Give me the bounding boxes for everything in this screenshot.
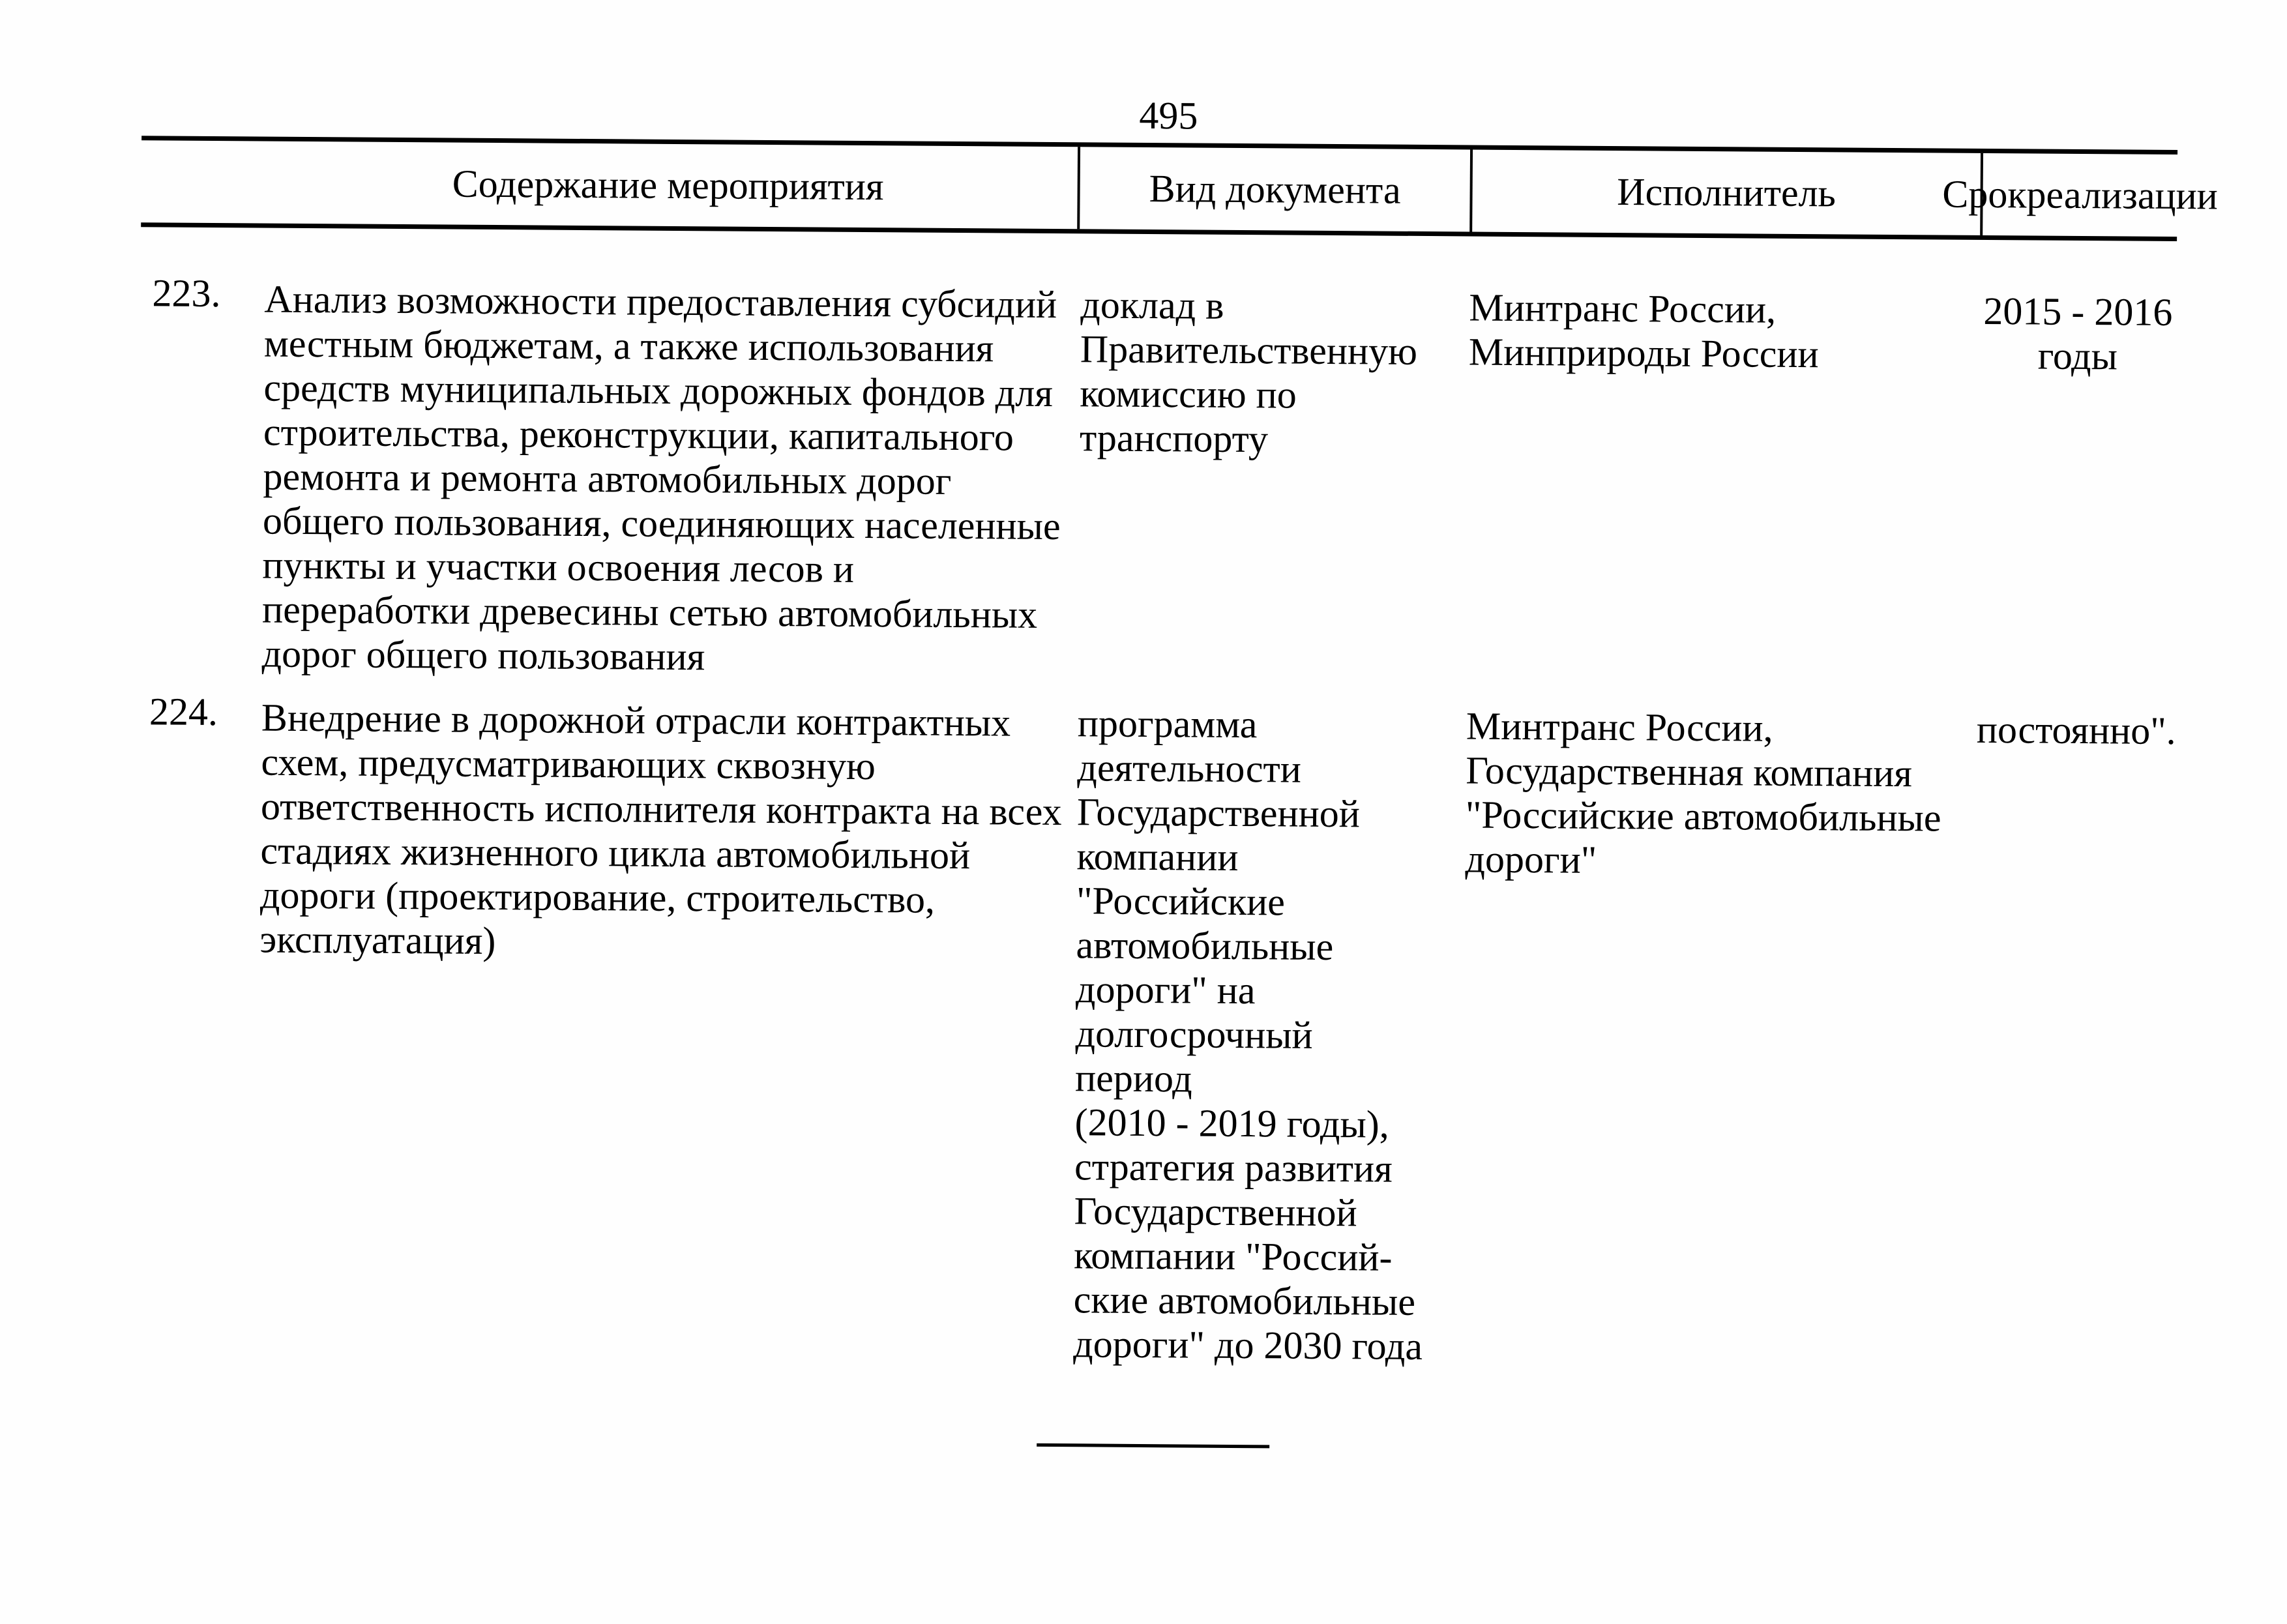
table-row	[133, 690, 2176, 1374]
term-cell: постоянно".	[1976, 707, 2176, 753]
row-number: 224.	[149, 690, 218, 734]
term-cell: 2015 - 2016 годы	[1983, 289, 2173, 378]
table-row	[138, 271, 2176, 689]
executor-cell: Минтранс России, Государственная компания "Российские автомобильные дороги"	[1465, 704, 1941, 881]
header-cell-document-type: Вид документа	[1077, 147, 1470, 231]
table-header-row	[141, 136, 2219, 241]
header-cell-executor: Исполнитель	[1469, 149, 1981, 235]
footnote-divider-rule	[1037, 1443, 1269, 1448]
document-type-cell: доклад в Правительственную комиссию по транспорту	[1079, 283, 1418, 461]
row-number: 223.	[152, 271, 221, 316]
page-number: 495	[1139, 93, 1198, 138]
content-cell: Анализ возможности предоставления субсидий местным бюджетам, а также использования средств муниципальных дорожных фондов для строительства, реконструкции, капитального ремонта и ремонта автомобильных дорог общего пользования, соединяющих населенные пункты и участки освоения лесов и переработки древесины сетью автомобильных дорог общего пользования	[261, 277, 1061, 679]
header-cell-term: Срок реализации	[1980, 153, 2177, 237]
header-cell-content: Содержание мероприятия	[452, 162, 884, 209]
content-cell: Внедрение в дорожной отрасли контрактных схем, предусматривающих сквозную ответственность исполнителя контракта на всех стадиях жизненного цикла автомобильной дороги (проектирование, строительство, эксплуатация)	[259, 696, 1062, 963]
executor-cell: Минтранс России, Минприроды России	[1468, 286, 1819, 376]
document-type-cell: программа деятельности Государственной компании "Российские автомобильные дороги" на долгосрочный период (2010 - 2019 годы), стратегия развития Государственной компании "Россий- ские автомобильные дороги" до 2030 года	[1073, 701, 1423, 1368]
